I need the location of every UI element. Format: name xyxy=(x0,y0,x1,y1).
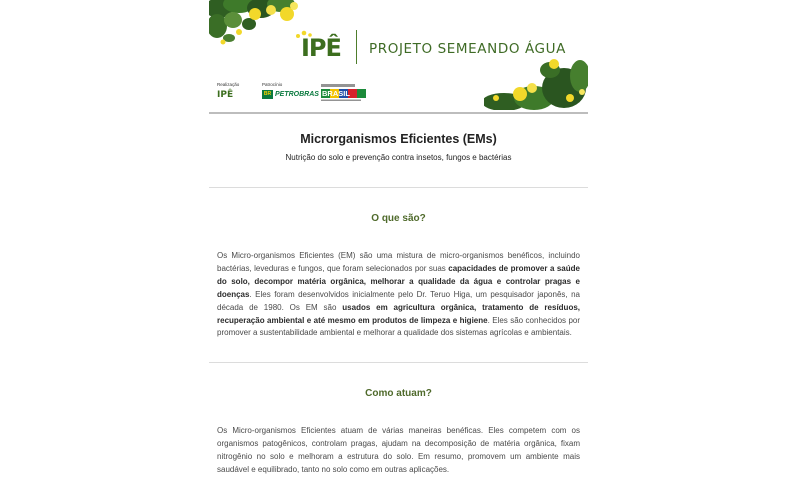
ipe-logo-text: IPÊ xyxy=(301,34,341,62)
petrobras-logo-text: PETROBRAS xyxy=(275,91,319,98)
patrocinio-label: Patrocínio xyxy=(262,82,283,87)
section-body-what: Os Micro-organismos Eficientes (EM) são uma mistura de micro-organismos benéficos, incluindo bactérias, leveduras e fungos, que foram selecionados por suas capacidades de promover a saúde do solo, decompor matéria orgânica, melhorar a qualidade da água e controlar pragas e doenças. Eles foram desenvolvidos inicialmente pelo Dr. Teruo Higa, um pesquisador japonês, na década de 1980. Os EM são usados em agricultura orgânica, tratamento de resíduos, recuperação ambiental e até mesmo em produtos de limpeza e higiene. Eles são conhecidos por promover a sustentabilidade ambiental e melhorar a qualidade dos sistemas agrícolas e ambientais. xyxy=(217,251,581,338)
svg-text:BRASIL: BRASIL xyxy=(322,89,350,98)
highlight-uses: usados em agricultura orgânica, tratamento de resíduos, recuperação ambiental e até mesmo em produtos de limpeza e higiene xyxy=(217,302,580,325)
section-title-how: Como atuam? xyxy=(365,388,432,400)
section-divider xyxy=(209,362,588,363)
petrobras-br-icon: BR xyxy=(263,91,272,97)
foliage-top-left-illustration xyxy=(209,0,301,48)
intro-block xyxy=(209,114,588,163)
section-title-what: O que são? xyxy=(371,213,426,224)
page-subtitle: Nutrição do solo e prevenção contra insetos, fungos e bactérias xyxy=(285,153,512,162)
content-column xyxy=(209,0,588,477)
petrobras-logo xyxy=(262,90,319,99)
header-banner xyxy=(209,0,588,112)
section-body-how: Os Micro-organismos Eficientes atuam de várias maneiras benéficas. Eles competem com os organismos patogênicos, controlam pragas, ajudam na decomposição de matéria orgânica, fixam nitrogênio no solo e melhoram a estrutura do solo. Em resumo, promovem um ambiente mais saudável e equilibrado, tanto no solo como em outras aplicações. xyxy=(217,426,580,475)
banner-divider xyxy=(356,30,357,64)
realizacao-label: Realização xyxy=(217,82,240,87)
project-title: PROJETO SEMEANDO ÁGUA xyxy=(369,41,566,57)
ipe-logo xyxy=(295,30,355,64)
governo-federal-brasil-logo xyxy=(321,84,367,102)
realizacao-logo: IPÊ xyxy=(217,90,234,100)
page-title: Microrganismos Eficientes (EMs) xyxy=(300,132,497,146)
highlight-capabilities: capacidades de promover a saúde do solo, decompor matéria orgânica, melhorar a qualidade da água e controlar pragas e doenças xyxy=(217,263,580,299)
foliage-bottom-right-illustration xyxy=(484,58,588,110)
section-divider xyxy=(209,187,588,188)
